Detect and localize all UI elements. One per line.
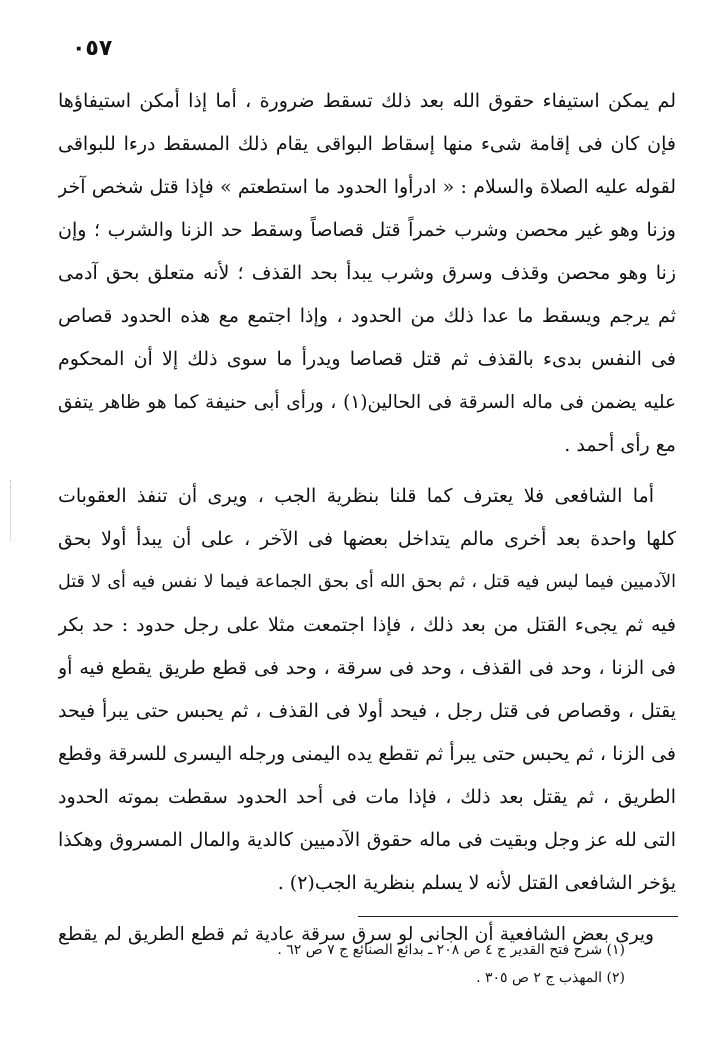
- footnote: (١) شرح فتح القدير ج ٤ ص ٢٠٨ ـ بدائع الصنائع ج ٧ ص ٦٢ .: [277, 942, 625, 958]
- footnotes: [150, 936, 625, 992]
- text-line: يؤخر الشافعى القتل لأنه لا يسلم بنظرية الجب(٢) .: [277, 872, 676, 894]
- body-text: [58, 80, 676, 956]
- text-line: ثم يرجم ويسقط ما عدا ذلك من الحدود ، وإذا اجتمع مع هذه الحدود قصاص: [58, 305, 676, 327]
- text-line: التى لله عز وجل وبقيت فى ماله حقوق الآدميين كالدية والمال المسروق وهكذا: [58, 829, 676, 851]
- paragraph-gap: [58, 467, 676, 475]
- text-line: لقوله عليه الصلاة والسلام : « ادرأوا الحدود ما استطعتم » فإذا قتل شخص آخر: [58, 176, 676, 198]
- text-line: فى الزنا ، وحد فى القذف ، وحد فى سرقة ، وحد فى قطع طريق يقطع فيه أو: [58, 657, 676, 679]
- text-line: الآدميين فيما ليس فيه قتل ، ثم بحق الله أى بحق الجماعة فيما لا نفس فيه أى لا قتل: [58, 572, 676, 592]
- text-line: ويرى بعض الشافعية أن الجانى لو سرق سرقة عادية ثم قطع الطريق لم يقطع: [58, 924, 654, 945]
- text-line: لم يمكن استيفاء حقوق الله بعد ذلك تسقط ضرورة ، أما إذا أمكن استيفاؤها: [58, 90, 676, 112]
- scan-margin-mark: [10, 480, 11, 540]
- text-line: يقتل ، وقصاص فى قتل رجل ، فيحد أولا فى القذف ، ثم يحبس حتى يبرأ فيحد: [58, 700, 676, 722]
- text-line: وزنا وهو غير محصن وشرب خمراً قتل قصاصاً وسقط حد الزنا والشرب ؛ وإن: [58, 219, 676, 241]
- text-line: زنا وهو محصن وقذف وسرق وشرب يبدأ بحد القذف ؛ لأنه متعلق بحق آدمى: [58, 262, 676, 284]
- text-line: كلها واحدة بعد أخرى مالم يتداخل بعضها فى الآخر ، على أن يبدأ أولا بحق: [58, 528, 676, 550]
- text-line: فى الزنا ، ثم يحبس حتى يبرأ ثم تقطع يده اليمنى ورجله اليسرى للسرقة وقطع: [58, 743, 676, 765]
- footnote: (٢) المهذب ج ٢ ص ٣٠٥ .: [476, 970, 625, 986]
- page-number: ٧٥٠: [72, 36, 113, 61]
- paragraph-gap: [58, 905, 676, 913]
- text-line: فى النفس بدىء بالقذف ثم قتل قصاصا ويدرأ ما سوى ذلك إلا أن المحكوم: [58, 348, 676, 370]
- text-line: فإن كان فى إقامة شىء منها إسقاط البواقى يقام ذلك المسقط درءا للبواقى: [58, 133, 676, 155]
- text-line: الطريق ، ثم يقتل بعد ذلك ، فإذا مات فى أحد الحدود سقطت بموته الحدود: [58, 786, 676, 808]
- footnote-divider: [358, 916, 678, 917]
- text-line: أما الشافعى فلا يعترف كما قلنا بنظرية الجب ، ويرى أن تنفذ العقوبات: [58, 485, 654, 507]
- text-line: مع رأى أحمد .: [564, 434, 676, 456]
- text-line: فيه ثم يجىء القتل من بعد ذلك ، فإذا اجتمعت مثلا على رجل حدود : حد بكر: [58, 614, 676, 636]
- text-line: عليه يضمن فى ماله السرقة فى الحالين(١) ، ورأى أبى حنيفة كما هو ظاهر يتفق: [58, 392, 676, 413]
